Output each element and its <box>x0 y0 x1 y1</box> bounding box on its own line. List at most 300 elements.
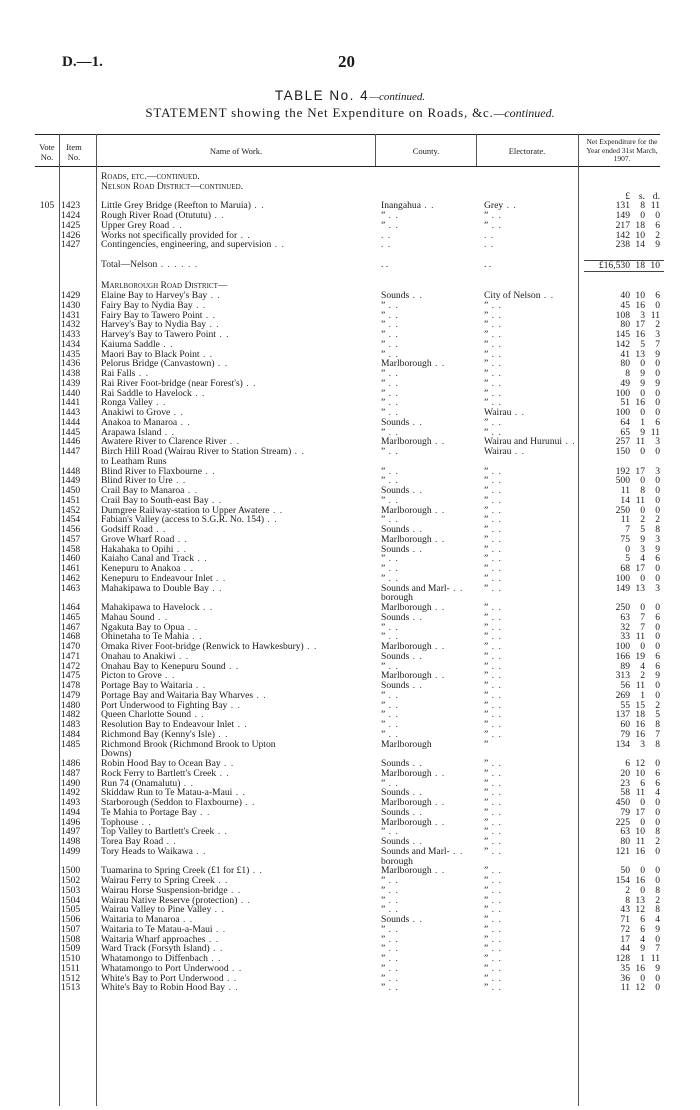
work-name <box>99 730 379 740</box>
leader-dots: . . <box>409 788 423 798</box>
amount-shillings: 3 <box>640 739 645 750</box>
amount-shillings: 17 <box>635 466 645 477</box>
work-name-text: Ronga Valley <box>101 398 153 408</box>
amount-shillings: 0 <box>640 388 645 399</box>
work-name-text: Portage Bay and Waitaria Bay Wharves <box>101 690 254 701</box>
amount-cell <box>584 182 664 192</box>
county-name-text: Marlborough <box>381 505 432 516</box>
county-name <box>379 515 482 525</box>
electorate-name-text: ” <box>484 739 489 750</box>
county-name-text: Sounds <box>381 759 410 769</box>
county-name-text: ” <box>381 398 386 408</box>
amt-cell <box>584 271 664 281</box>
work-name <box>99 211 379 221</box>
leader-dots: . . <box>409 612 423 623</box>
vote-number <box>35 221 59 231</box>
leader-dots: . . <box>208 583 223 594</box>
electorate-name-text: ” <box>484 700 489 711</box>
work-name <box>99 623 379 633</box>
amount-shillings: 7 <box>640 622 645 633</box>
leader-dots: . . <box>385 720 399 730</box>
table-row <box>35 291 664 301</box>
amount-pence: 2 <box>655 700 660 711</box>
amount-shillings: 14 <box>635 240 645 250</box>
item-number: 1446 <box>61 437 81 447</box>
leader-dots: . . <box>409 486 423 496</box>
work-name <box>99 320 379 330</box>
county-name-text: Sounds <box>381 788 410 798</box>
item-number: 1486 <box>61 759 81 769</box>
vote-cell <box>35 192 59 202</box>
item-number: 1460 <box>61 554 81 564</box>
table-row <box>35 447 664 457</box>
leader-dots: . . <box>226 437 240 447</box>
table-row <box>35 418 664 428</box>
leader-dots: . . <box>488 369 502 379</box>
work-name-text: Upper Grey Road <box>101 220 170 231</box>
electorate-name <box>482 496 584 506</box>
amount-wrap <box>584 554 664 564</box>
leader-dots: . . <box>488 681 502 691</box>
vote-number <box>35 662 59 672</box>
amount-pence: 3 <box>655 534 660 545</box>
table-row <box>35 886 664 896</box>
work-name <box>99 944 379 954</box>
item-number: 1461 <box>61 564 81 574</box>
work-name <box>99 613 379 623</box>
table-row <box>35 486 664 496</box>
county-name <box>379 389 482 399</box>
item-number: 1510 <box>61 954 81 964</box>
work-name-text: Rai River Foot-bridge (near Forest's) <box>101 378 243 389</box>
leader-dots: . . <box>385 515 399 525</box>
leader-dots: . . <box>488 905 502 915</box>
county-name-text: ” <box>381 573 386 584</box>
amount-wrap <box>584 788 664 798</box>
leader-dots: . . <box>431 798 446 808</box>
county-name <box>379 301 482 311</box>
electorate-name-text: ” <box>484 778 489 789</box>
table-row <box>35 925 664 935</box>
county-name-text: ” <box>381 710 386 720</box>
amount-wrap <box>584 681 664 691</box>
amount-pence: 6 <box>655 651 660 662</box>
county-name <box>379 428 482 438</box>
amount-cell <box>584 496 664 506</box>
amount-pence: 2 <box>655 837 660 847</box>
vote-number <box>35 428 59 438</box>
amount-pence: 8 <box>655 739 660 750</box>
work-name-text: Torea Bay Road <box>101 837 164 847</box>
amount-pounds: 142 <box>615 339 630 350</box>
vote-number <box>35 769 59 779</box>
work-name <box>99 691 379 701</box>
electorate-name-text: ” <box>484 534 489 545</box>
vote-number <box>35 905 59 915</box>
name-column-rule <box>375 134 376 166</box>
vote-number <box>35 359 59 369</box>
county-name <box>379 749 482 759</box>
leader-dots: . . <box>227 885 242 896</box>
amount-cell <box>584 603 664 613</box>
electorate-name-text: ” <box>484 846 489 857</box>
leader-dots: . . <box>209 944 224 954</box>
county-name-text: borough <box>381 593 413 603</box>
leader-dots: . . <box>214 827 228 837</box>
amount-pounds: 20 <box>620 768 630 779</box>
county-name-text: ” <box>381 300 386 311</box>
amount-shillings: 4 <box>640 934 645 945</box>
work-name <box>99 915 379 925</box>
vote-number <box>35 545 59 555</box>
work-name-text: Hakahaka to Opihi <box>101 544 174 555</box>
county-name-text: ” <box>381 369 386 379</box>
amount-pounds: 51 <box>620 398 630 408</box>
amount-wrap <box>584 330 664 340</box>
vote-number <box>35 652 59 662</box>
electorate-name <box>482 408 584 418</box>
amount-pounds: 36 <box>620 973 630 984</box>
amount-pence: 9 <box>655 671 660 681</box>
county-name <box>379 983 482 993</box>
leader-dots: . . <box>488 866 502 876</box>
amount-pence: 0 <box>655 681 660 691</box>
county-name <box>379 691 482 701</box>
leader-dots: . . <box>511 447 526 457</box>
amount-wrap <box>584 240 664 250</box>
work-name-text: Fabian's Valley (access to S.G.R. No. 154) <box>101 515 265 525</box>
amount-cell <box>584 632 664 642</box>
county-name <box>379 798 482 808</box>
vote-number <box>35 496 59 506</box>
work-name <box>99 642 379 652</box>
leader-dots: . . <box>488 417 502 428</box>
amount-pence: 11 <box>650 310 660 321</box>
amount-cell <box>584 847 664 857</box>
table-row <box>35 437 664 447</box>
vote-number <box>35 340 59 350</box>
work-name-text: Mahakipawa to Havelock <box>101 603 200 613</box>
amount-cell <box>584 525 664 535</box>
amount-wrap <box>584 662 664 672</box>
work-name-text: Blind River to Flaxbourne <box>101 466 202 477</box>
county-name-text: Sounds <box>381 544 410 555</box>
leader-dots: . . <box>227 700 241 711</box>
amount-shillings: 0 <box>640 798 645 808</box>
item-number: 1431 <box>61 310 81 321</box>
table-row <box>35 428 664 438</box>
amount-pence: 7 <box>655 729 660 740</box>
amount-pence: 0 <box>655 495 660 506</box>
table-row <box>35 476 664 486</box>
leader-dots: . . <box>409 837 423 847</box>
leader-dots: . . <box>431 437 446 447</box>
leader-dots: . . <box>385 398 399 408</box>
amount-pounds: 79 <box>620 729 630 740</box>
amount-wrap <box>584 983 664 993</box>
amount-pounds: 2 <box>625 885 630 896</box>
leader-dots: . . <box>249 866 263 876</box>
header-top-rule <box>35 134 660 135</box>
leader-dots: . . <box>449 846 464 857</box>
leader-dots: . . <box>161 671 176 681</box>
amount-cell <box>584 515 664 525</box>
leader-dots: . . <box>409 544 423 555</box>
county-name-text: Sounds and Marl- <box>381 583 450 594</box>
electorate-name-text: ” <box>484 905 489 915</box>
item-number: 1479 <box>61 690 81 701</box>
leader-dots: . . <box>385 447 399 457</box>
leader-dots: . . <box>225 983 239 993</box>
amount-pence: 6 <box>655 778 660 789</box>
leader-dots: . . <box>488 983 502 993</box>
amount-shillings: 13 <box>635 895 645 906</box>
amount-pounds: 6 <box>625 759 630 769</box>
amount-pounds: 192 <box>615 466 630 477</box>
work-name <box>99 291 379 301</box>
table-row <box>35 330 664 340</box>
work-name <box>99 603 379 613</box>
leader-dots: . . <box>420 201 435 211</box>
vote-number <box>35 710 59 720</box>
amount-cell <box>584 954 664 964</box>
electorate-name <box>482 379 584 389</box>
leader-dots: . . <box>484 240 495 250</box>
amount-cell <box>584 359 664 369</box>
county-name <box>379 593 482 603</box>
amount-pounds: 128 <box>615 954 630 964</box>
amount-cell <box>584 983 664 993</box>
leader-dots: . . <box>488 583 502 594</box>
electorate-name <box>482 535 584 545</box>
col-header-name: Name of Work. <box>209 146 263 156</box>
county-name-text: ” <box>381 476 386 486</box>
amount-pounds: 225 <box>615 817 630 828</box>
work-name <box>99 818 379 828</box>
vote-number <box>35 211 59 221</box>
electorate-name-text: ” <box>484 963 489 974</box>
item-number: 1445 <box>61 427 81 438</box>
work-name-text: Elaine Bay to Harvey's Bay <box>101 291 208 301</box>
amount-pence: 4 <box>655 788 660 798</box>
county-name-text: ” <box>381 515 386 525</box>
table-row <box>35 584 664 594</box>
electorate-name <box>482 457 584 467</box>
leader-dots: . . <box>385 905 399 915</box>
vote-number <box>35 515 59 525</box>
leader-dots: . . <box>562 437 576 447</box>
electorate-name <box>482 730 584 740</box>
amount-wrap <box>584 525 664 535</box>
leader-dots: . . <box>488 798 502 808</box>
work-name <box>99 974 379 984</box>
amount-wrap <box>584 847 664 857</box>
county-name <box>379 857 482 867</box>
electorate-name <box>482 584 584 594</box>
leader-dots: . . <box>488 525 502 535</box>
amount-shillings: 17 <box>635 807 645 818</box>
leader-dots: . . <box>488 768 502 779</box>
item-number: 1424 <box>61 211 81 221</box>
section-heading: Marlborough Road District— <box>101 281 228 291</box>
amount-shillings: 12 <box>635 759 645 769</box>
electorate-name-text: Wairau <box>484 408 512 418</box>
electorate-name <box>482 613 584 623</box>
amount-wrap <box>584 925 664 935</box>
leader-dots: . . <box>409 915 423 925</box>
leader-dots: . . <box>488 603 502 613</box>
table-row <box>35 818 664 828</box>
leader-dots: . . <box>194 554 208 564</box>
amount-pounds: 11 <box>620 515 630 525</box>
statement-suffix: —continued. <box>493 106 555 120</box>
leader-dots: . . <box>488 339 502 350</box>
vote-number <box>35 740 59 750</box>
leader-dots: . . <box>161 427 176 438</box>
electorate-name-text: ” <box>484 359 489 369</box>
vote-number <box>35 564 59 574</box>
leader-dots: . . <box>488 651 502 662</box>
vote-number <box>35 613 59 623</box>
electorate-name-text: Wairau and Hurunui <box>484 437 563 447</box>
electorate-name <box>482 467 584 477</box>
leader-dots: . . <box>237 230 251 241</box>
electorate-name <box>482 369 584 379</box>
electorate-name-text: ” <box>484 320 489 330</box>
work-name <box>99 545 379 555</box>
county-name-text: ” <box>381 466 386 477</box>
amount-shillings: 11 <box>635 837 645 847</box>
leader-dots: . . <box>488 817 502 828</box>
amount-wrap <box>584 740 664 750</box>
amount-wrap <box>584 827 664 837</box>
electorate-name-text: ” <box>484 729 489 740</box>
amount-shillings: 11 <box>635 788 645 798</box>
county-column-rule <box>476 134 477 166</box>
county-name <box>379 662 482 672</box>
leader-dots: . . <box>385 700 399 711</box>
work-name-text: Works not specifically provided for <box>101 230 238 241</box>
work-name <box>99 652 379 662</box>
item-number: 1505 <box>61 905 81 915</box>
county-name-text: Sounds <box>381 291 410 301</box>
table-row <box>35 808 664 818</box>
county-name <box>379 935 482 945</box>
leader-dots: . . <box>253 690 267 701</box>
vote-number: 105 <box>39 201 55 211</box>
work-name-text: Anakoa to Manaroa <box>101 417 178 428</box>
table-row <box>35 467 664 477</box>
amount-cell <box>584 701 664 711</box>
item-number: 1444 <box>61 417 81 428</box>
item-number: 1472 <box>61 661 81 672</box>
amount-pence: 0 <box>655 817 660 828</box>
leader-dots: . . <box>488 300 502 311</box>
county-cell <box>379 271 482 281</box>
county-name-text: Marlborough <box>381 534 432 545</box>
leader-dots: . . <box>135 369 149 379</box>
amount-cell <box>584 730 664 740</box>
name-cell <box>99 250 379 260</box>
amount-pence: 8 <box>655 525 660 535</box>
leader-dots: . . <box>488 710 502 720</box>
amount-wrap <box>584 418 664 428</box>
amount-shillings: 16 <box>635 330 645 340</box>
item-number: 1508 <box>61 934 81 945</box>
item-number: 1496 <box>61 817 81 828</box>
work-name-text: Waitaria Wharf approaches <box>101 934 206 945</box>
electorate-name-text: ” <box>484 710 489 720</box>
table-row <box>35 905 664 915</box>
amount-pounds: 257 <box>615 437 630 447</box>
amount-pounds: 250 <box>615 505 630 516</box>
table-row <box>35 359 664 369</box>
amount-cell <box>584 876 664 886</box>
leader-dots: . . <box>488 720 502 730</box>
table-row <box>35 271 664 281</box>
amount-pence: 9 <box>655 924 660 935</box>
amount-cell <box>584 231 664 241</box>
item-number: 1456 <box>61 525 81 535</box>
item-number: 1494 <box>61 807 81 818</box>
amount-shillings: 2 <box>640 671 645 681</box>
amount-cell <box>584 457 664 467</box>
electorate-cell <box>482 172 584 182</box>
item-number: 1454 <box>61 515 81 525</box>
electorate-name-text: ” <box>484 651 489 662</box>
amount-pence: 6 <box>655 417 660 428</box>
leader-dots: . . <box>154 612 169 623</box>
work-name <box>99 340 379 350</box>
item-cell <box>59 182 99 192</box>
vote-number <box>35 301 59 311</box>
electorate-name-text: ” <box>484 417 489 428</box>
vote-number <box>35 779 59 789</box>
amount-cell <box>584 681 664 691</box>
table-row <box>35 837 664 847</box>
amount-pounds: 217 <box>615 220 630 231</box>
table-row <box>35 623 664 633</box>
leader-dots: . . <box>488 973 502 984</box>
leader-dots: . . <box>488 466 502 477</box>
amount-shillings: 0 <box>640 885 645 896</box>
county-name-text: ” <box>381 778 386 789</box>
electorate-name-text: ” <box>484 720 489 730</box>
county-name-text: ” <box>381 495 386 506</box>
table-title-suffix: —continued. <box>369 91 426 103</box>
amount-shillings: 0 <box>640 973 645 984</box>
item-cell <box>59 250 99 260</box>
amount-cell <box>584 418 664 428</box>
leader-dots: . . <box>242 378 257 389</box>
leader-dots: . . <box>385 661 399 672</box>
amount-cell <box>584 535 664 545</box>
vote-number <box>35 240 59 250</box>
table-row <box>35 211 664 221</box>
work-name <box>99 584 379 594</box>
leader-dots: . . <box>179 915 194 925</box>
table-row <box>35 983 664 993</box>
elec-cell <box>482 250 584 260</box>
vote-number <box>35 808 59 818</box>
amount-shillings: 4 <box>640 554 645 564</box>
county-name <box>379 915 482 925</box>
work-name-text: Harvey's Bay to Nydia Bay <box>101 320 207 330</box>
amount-cell <box>584 221 664 231</box>
work-name <box>99 847 379 857</box>
amount-shillings: 7 <box>640 612 645 623</box>
electorate-name-text: ” <box>484 807 489 818</box>
